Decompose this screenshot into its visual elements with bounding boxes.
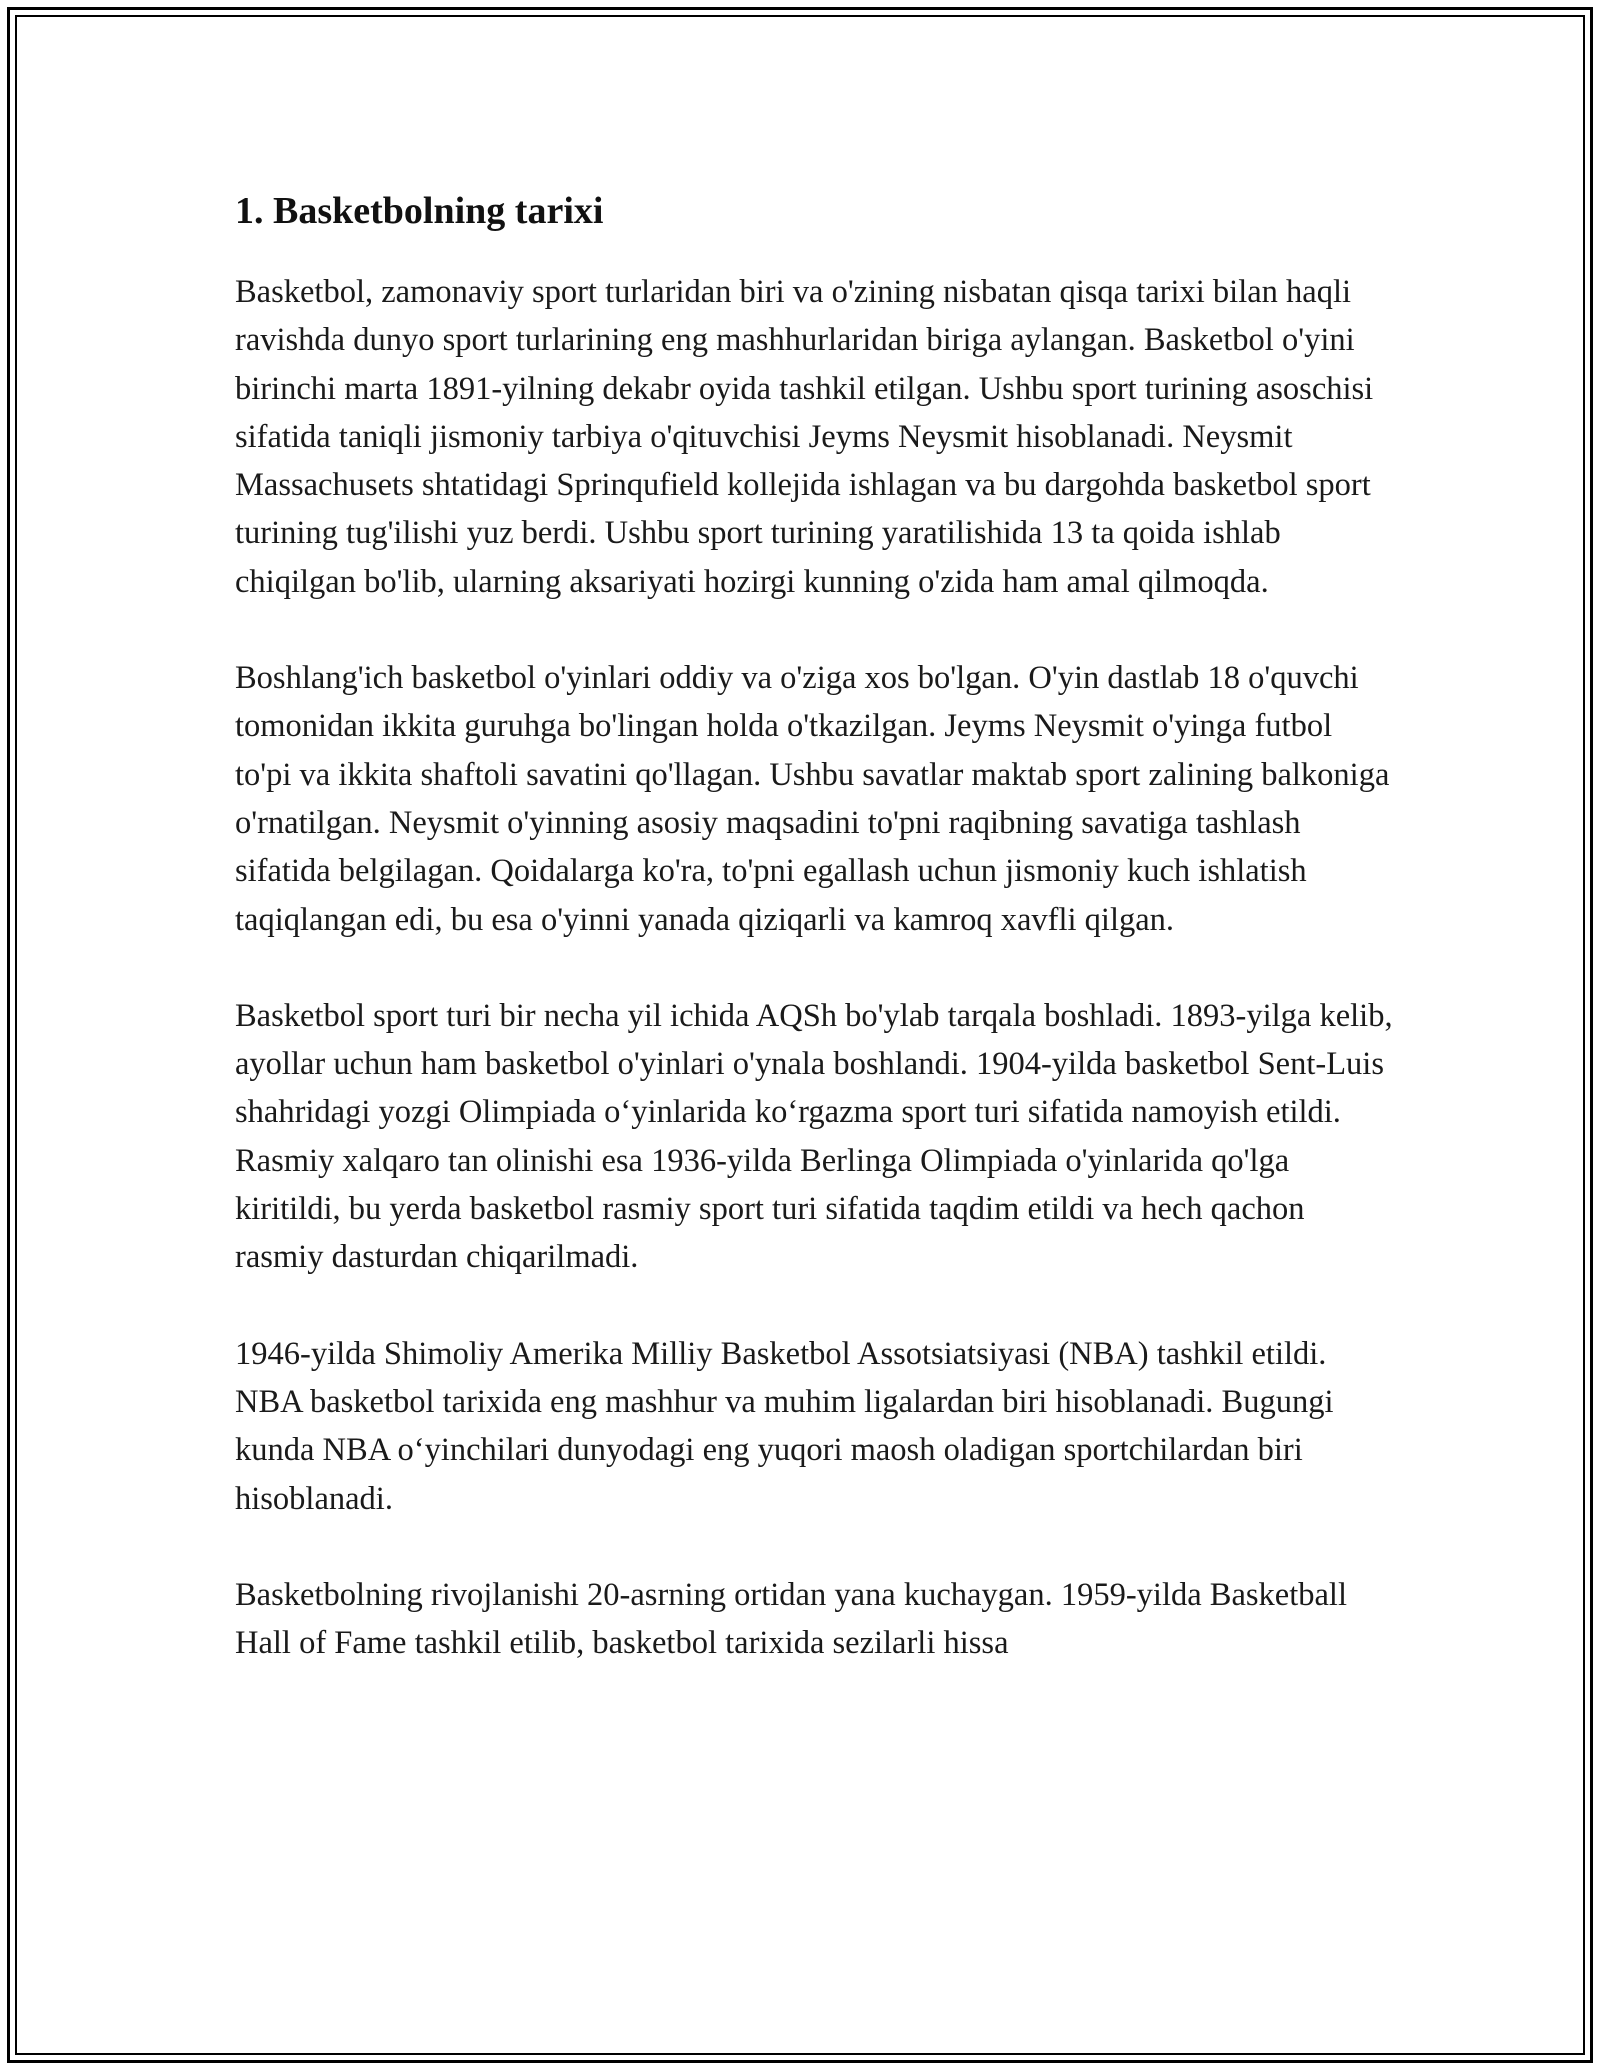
paragraph-development: Basketbolning rivojlanishi 20-asrning ortidan yana kuchaygan. 1959-yilda Basketball Hall of Fame tashkil etilib, basketbol tarixida sezilarli hissa <box>235 1576 1347 1662</box>
section-heading: 1. Basketbolning tarixi <box>235 190 604 232</box>
paragraph-origins: Basketbol, zamonaviy sport turlaridan biri va o'zining nisbatan qisqa tarixi bilan haqli ravishda dunyo sport turlarining eng mashhurlaridan biriga aylangan. Basketbol o'yini birinchi marta 1891-yilning dekabr oyida tashkil etilgan. Ushbu sport turining asoschisi sifatida taniqli jismoniy tarbiya o'qituvchisi Jeyms Neysmit hisoblanadi. Neysmit Massachusets shtatidagi Sprinqufield kollejida ishlagan va bu dargohda basketbol sport turining tug'ilishi yuz berdi. Ushbu sport turining yaratilishida 13 ta qoida ishlab chiqilgan bo'lib, ularning aksariyati hozirgi kunning o'zida ham amal qilmoqda. <box>235 274 1374 600</box>
document-body <box>235 186 1395 1715</box>
paragraph-nba: 1946-yilda Shimoliy Amerika Milliy Basketbol Assotsiatsiyasi (NBA) tashkil etildi. NBA basketbol tarixida eng mashhur va muhim ligalardan biri hisoblanadi. Bugungi kunda NBA o‘yinchilari dunyodagi eng yuqori maosh oladigan sportchilardan biri hisoblanadi. <box>235 1335 1334 1517</box>
paragraph-early-games: Boshlang'ich basketbol o'yinlari oddiy va o'ziga xos bo'lgan. O'yin dastlab 18 o'quvchi tomonidan ikkita guruhga bo'lingan holda o'tkazilgan. Jeyms Neysmit o'yinga futbol to'pi va ikkita shaftoli savatini qo'llagan. Ushbu savatlar maktab sport zalining balkoniga o'rnatilgan. Neysmit o'yinning asosiy maqsadini to'pni raqibning savatiga tashlash sifatida belgilagan. Qoidalarga ko'ra, to'pni egallash uchun jismoniy kuch ishlatish taqiqlangan edi, bu esa o'yinni yanada qiziqarli va kamroq xavfli qilgan. <box>235 660 1390 938</box>
paragraph-spread-olympics: Basketbol sport turi bir necha yil ichida AQSh bo'ylab tarqala boshladi. 1893-yilga kelib, ayollar uchun ham basketbol o'yinlari o'ynala boshlandi. 1904-yilda basketbol Sent-Luis shahridagi yozgi Olimpiada o‘yinlarida ko‘rgazma sport turi sifatida namoyish etildi. Rasmiy xalqaro tan olinishi esa 1936-yilda Berlinga Olimpiada o'yinlarida qo'lga kiritildi, bu yerda basketbol rasmiy sport turi sifatida taqdim etildi va hech qachon rasmiy dasturdan chiqarilmadi. <box>235 997 1393 1276</box>
